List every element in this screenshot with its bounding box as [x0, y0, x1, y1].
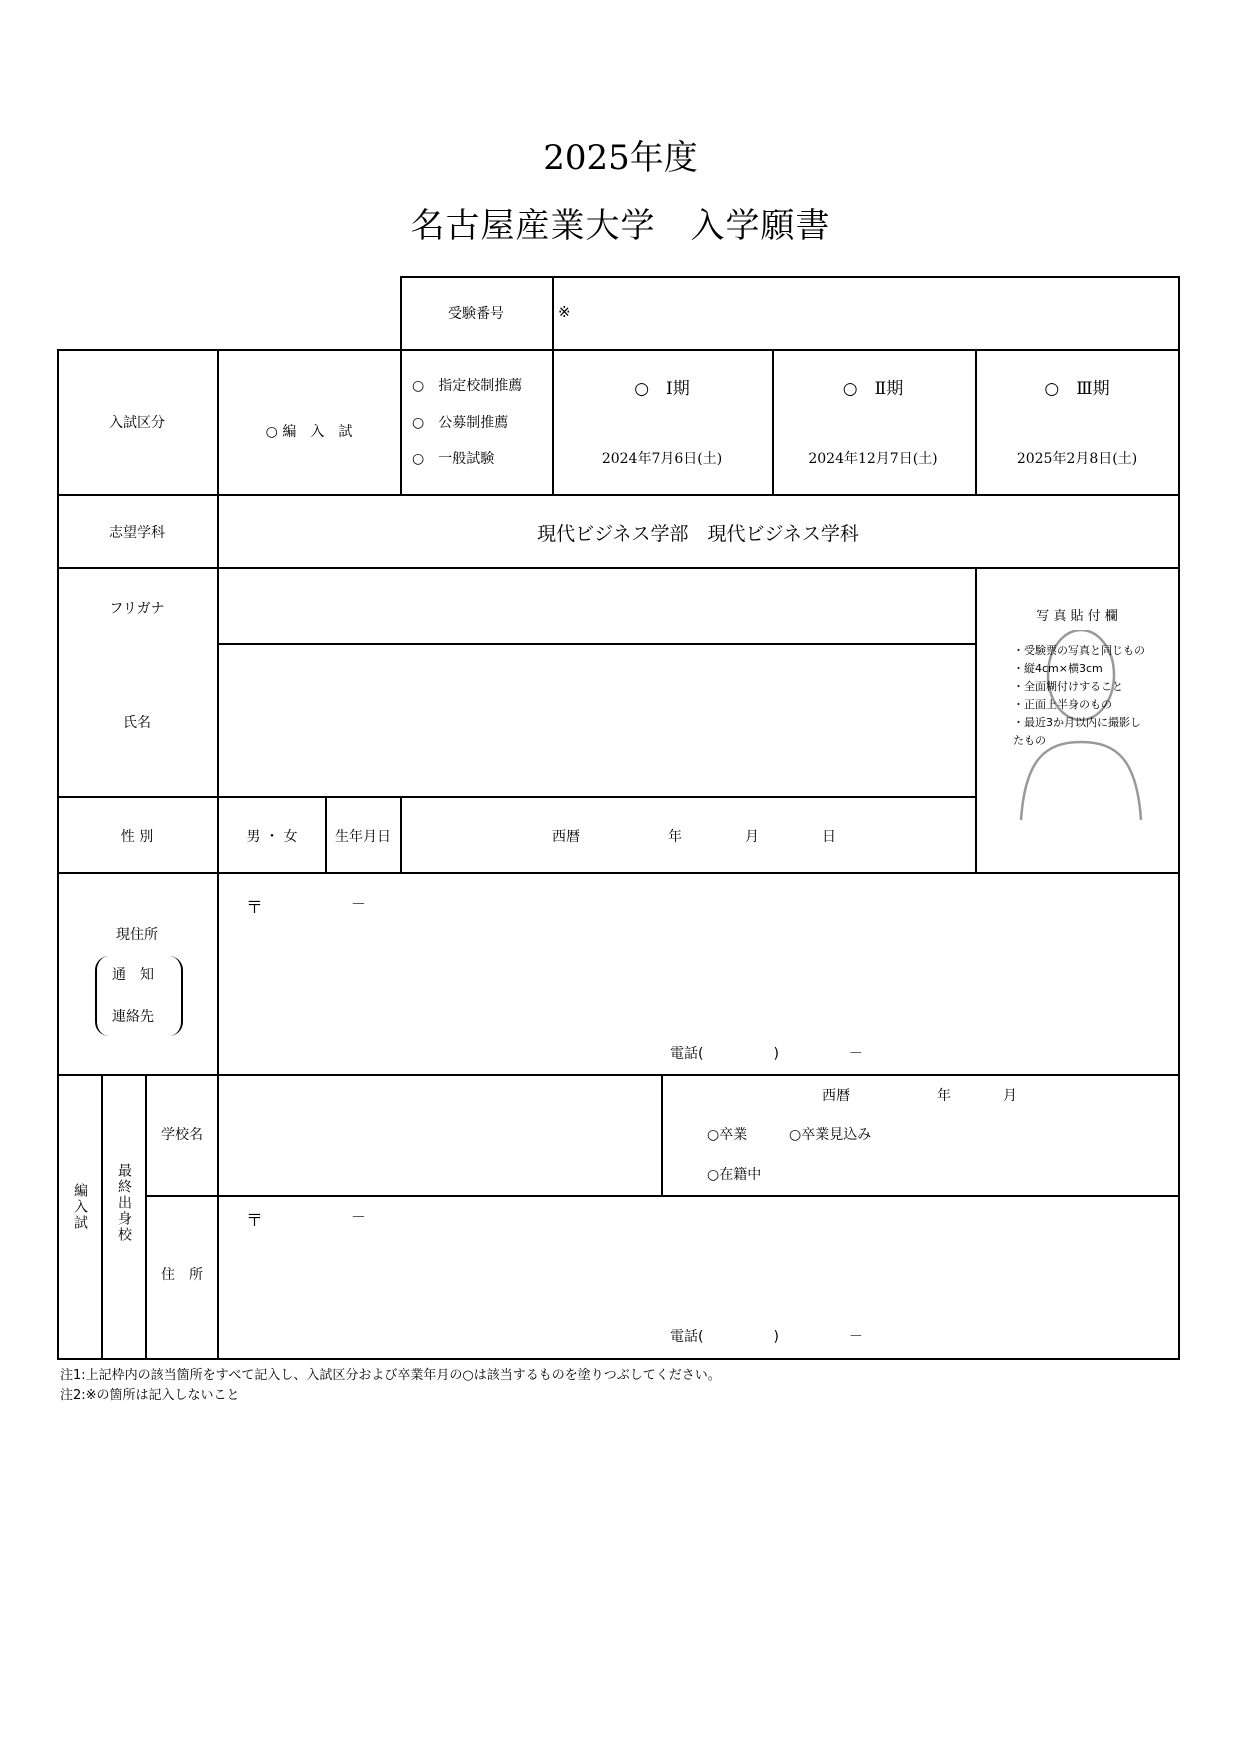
last-school-group-label: 最終出身校 — [116, 1163, 132, 1243]
graduation-year: 年 — [937, 1088, 951, 1104]
form-title: 名古屋産業大学 入学願書 — [410, 206, 831, 246]
enrolled-option[interactable]: ○在籍中 — [707, 1167, 762, 1183]
exam-number-box — [400, 276, 1180, 351]
school-postal-mark: 〒 — [246, 1211, 263, 1231]
period-3-date: 2025年2月8日(土) — [1016, 451, 1138, 467]
gender-field[interactable]: 男 ・ 女 — [246, 829, 298, 845]
graduated-option[interactable]: ○卒業 — [707, 1127, 748, 1143]
period-2-option[interactable]: ○ Ⅱ期 — [842, 379, 904, 399]
birth-year: 年 — [668, 829, 682, 845]
transfer-exam-side-label: 編入試 — [72, 1183, 88, 1231]
birth-era: 西暦 — [552, 829, 580, 845]
graduation-era: 西暦 — [822, 1088, 850, 1104]
school-name-label: 学校名 — [161, 1127, 203, 1143]
birth-day: 日 — [822, 829, 836, 845]
photo-note-3: ・全面糊付けすること — [1013, 680, 1123, 693]
graduation-month: 月 — [1003, 1088, 1017, 1104]
application-form — [57, 349, 1180, 1360]
birth-month: 月 — [745, 829, 759, 845]
gender-label: 性 別 — [120, 829, 154, 845]
transfer-exam-option[interactable]: ○ 編 入 試 — [265, 424, 353, 440]
note-1: 注1:上記枠内の該当箇所をすべて記入し、入試区分および卒業年月の○は該当するものを塗りつぶしてください。 — [60, 1368, 721, 1383]
period-3-option[interactable]: ○ Ⅲ期 — [1044, 379, 1110, 399]
photo-note-4: ・正面上半身のもの — [1013, 698, 1112, 711]
department-value: 現代ビジネス学部 現代ビジネス学科 — [537, 523, 859, 545]
address-notice-label: 通 知 — [112, 967, 154, 983]
period-2-date: 2024年12月7日(土) — [808, 451, 938, 467]
photo-note-2: ・縦4cm×横3cm — [1013, 662, 1103, 675]
address-field[interactable] — [220, 920, 1178, 1020]
photo-note-1: ・受験票の写真と同じもの — [1013, 644, 1145, 657]
furigana-field[interactable] — [220, 569, 974, 642]
general-exam-option[interactable]: ○ 一般試験 — [412, 451, 495, 467]
name-field[interactable] — [220, 645, 974, 795]
expected-graduation-option[interactable]: ○卒業見込み — [789, 1127, 872, 1143]
department-label: 志望学科 — [109, 525, 165, 541]
school-phone[interactable]: 電話( ) － — [670, 1329, 863, 1345]
address-contact-label: 連絡先 — [112, 1009, 154, 1025]
address-phone[interactable]: 電話( ) － — [670, 1046, 863, 1062]
designated-school-option[interactable]: ○ 指定校制推薦 — [412, 378, 523, 394]
exam-type-label: 入試区分 — [109, 415, 165, 431]
period-1-date: 2024年7月6日(土) — [601, 451, 723, 467]
exam-number-label: 受験番号 — [448, 306, 504, 322]
name-label: 氏名 — [123, 715, 151, 731]
school-name-field[interactable] — [220, 1077, 658, 1193]
photo-title: 写 真 貼 付 欄 — [1036, 609, 1118, 624]
school-address-field[interactable] — [220, 1232, 1178, 1322]
period-1-option[interactable]: ○ Ⅰ期 — [634, 379, 690, 399]
address-label: 現住所 — [116, 927, 158, 943]
form-year: 2025年度 — [543, 138, 698, 178]
school-postal-dash: － — [351, 1208, 367, 1226]
school-address-label: 住 所 — [161, 1267, 203, 1283]
furigana-label: フリガナ — [109, 601, 165, 617]
note-2: 注2:※の箇所は記入しないこと — [60, 1388, 240, 1403]
address-postal-mark: 〒 — [246, 898, 263, 918]
photo-note-6: たもの — [1013, 734, 1046, 747]
photo-note-5: ・最近3か月以内に撮影し — [1013, 716, 1141, 729]
public-recommendation-option[interactable]: ○ 公募制推薦 — [412, 415, 509, 431]
address-postal-dash: － — [351, 895, 367, 913]
exam-number-field[interactable]: ※ — [558, 303, 571, 321]
birth-label: 生年月日 — [335, 829, 391, 845]
